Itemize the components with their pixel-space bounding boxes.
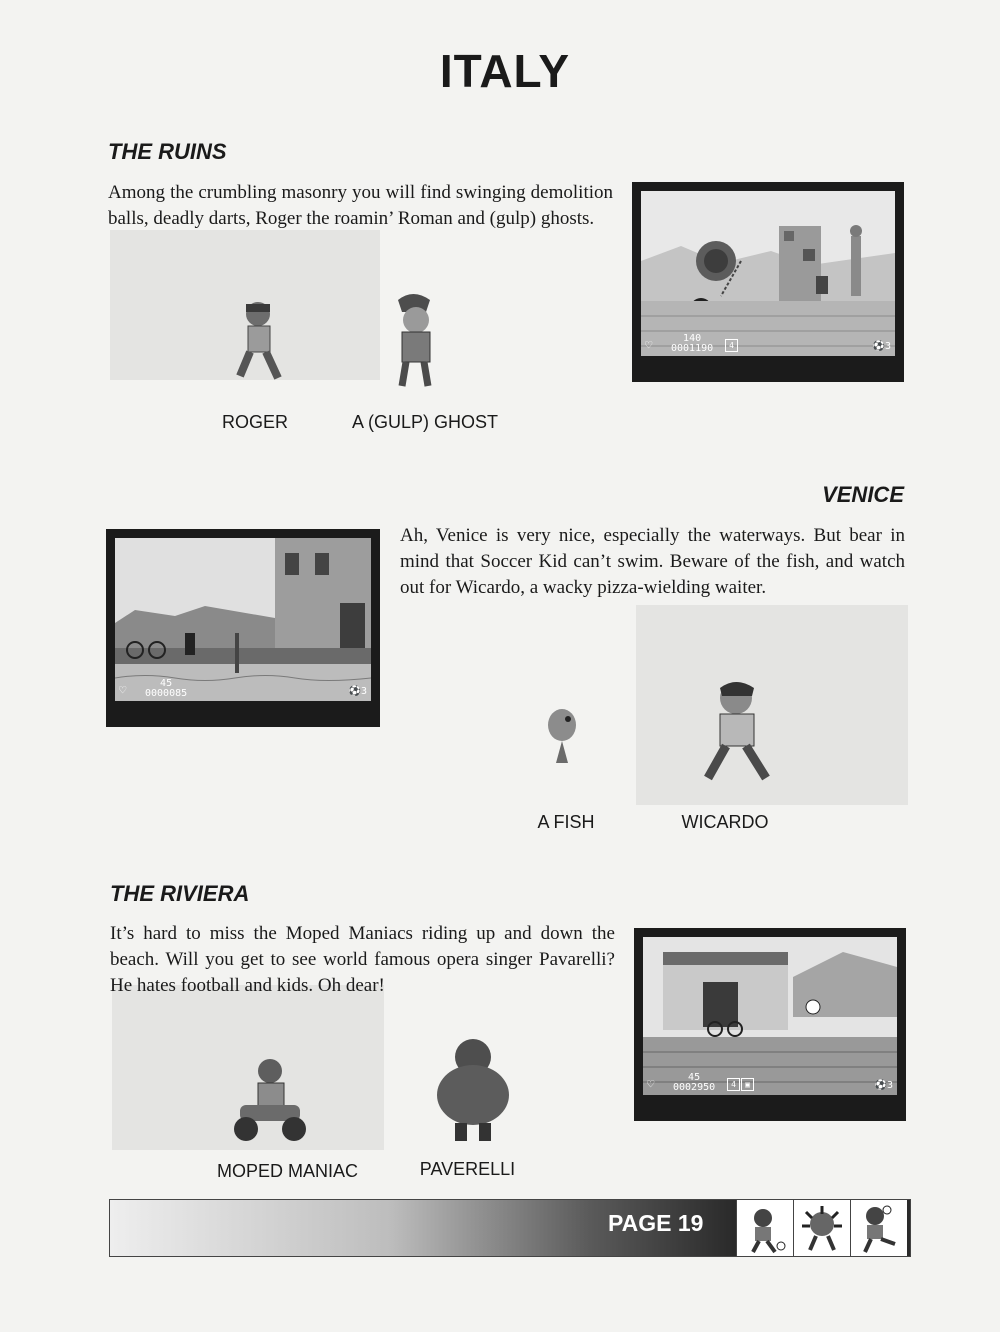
soccer-kid-icon xyxy=(736,1200,793,1256)
spiky-creature-icon xyxy=(793,1200,850,1256)
venice-text: Ah, Venice is very nice, especially the waterways. But bear in mind that Soccer Kid can’t swim. Beware of the fish, and watch out for Wicardo, a wacky pizza-wielding waiter. xyxy=(400,525,905,598)
hud-score: 45 0000085 xyxy=(145,678,188,699)
page-number: PAGE 19 xyxy=(608,1210,704,1236)
card-icon: 4 xyxy=(727,1078,740,1091)
heart-icon: ♡ xyxy=(645,338,653,352)
page-footer xyxy=(109,1199,911,1257)
section-heading-riviera: THE RIVIERA xyxy=(110,881,250,906)
section-heading-venice: VENICE xyxy=(822,482,904,507)
soccer-kid-kicking-icon xyxy=(850,1200,907,1256)
caption-wicardo: WICARDO xyxy=(681,812,769,832)
riviera-screenshot xyxy=(634,928,906,1121)
caption-paverelli: PAVERELLI xyxy=(419,1159,516,1179)
roger-sprite xyxy=(222,296,294,386)
venice-hud xyxy=(119,677,367,699)
riviera-hud xyxy=(647,1071,893,1093)
section-heading-ruins: THE RUINS xyxy=(108,139,227,164)
caption-fish: A FISH xyxy=(537,812,595,832)
caption-moped-maniac: MOPED MANIAC xyxy=(216,1161,358,1181)
hud-score: 140 0001190 xyxy=(671,333,714,354)
hud-lives: ⚽3 xyxy=(348,686,367,697)
card-icon: 4 xyxy=(725,339,738,352)
hud-lives: ⚽3 xyxy=(872,341,891,352)
paverelli-sprite xyxy=(425,1035,520,1143)
caption-roger: ROGER xyxy=(221,412,288,432)
card-icon: ▣ xyxy=(741,1078,754,1091)
venice-screenshot xyxy=(106,529,380,727)
heart-icon: ♡ xyxy=(647,1077,655,1091)
caption-ghost: A (GULP) GHOST xyxy=(351,412,499,432)
riviera-text: It’s hard to miss the Moped Maniacs riding up and down the beach. Will you get to see world famous opera singer Pavarelli? He hates football and kids. Oh dear! xyxy=(110,923,615,996)
ruins-hud xyxy=(645,332,891,354)
hud-score: 45 0002950 xyxy=(673,1072,716,1093)
page-title: ITALY xyxy=(439,45,571,97)
moped-maniac-sprite xyxy=(228,1055,312,1145)
heart-icon: ♡ xyxy=(119,683,127,697)
fish-sprite xyxy=(540,705,585,770)
ghost-sprite xyxy=(378,290,448,388)
ruins-screenshot xyxy=(632,182,904,382)
wicardo-sprite xyxy=(694,678,779,786)
hud-lives: ⚽3 xyxy=(874,1080,893,1091)
ruins-text: Among the crumbling masonry you will find swinging demolition balls, deadly darts, Roger the roamin’ Roman and (gulp) ghosts. xyxy=(108,182,613,229)
